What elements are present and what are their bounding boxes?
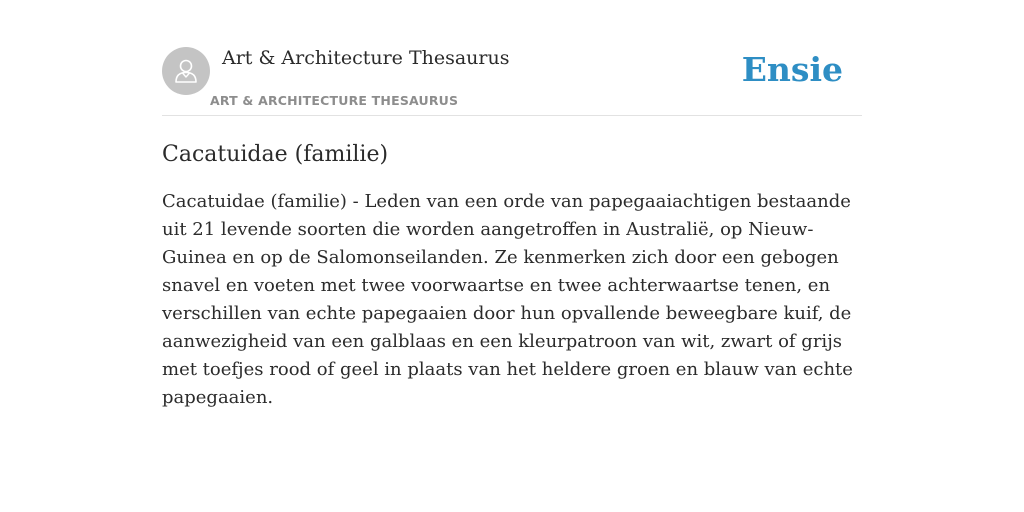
article-body: Cacatuidae (familie) - Leden van een orde van papegaaiachtigen bestaande uit 21 levende soorten die worden aangetroffen in Australië, op Nieuw-Guinea en op de Salomonseilanden. Ze kenmerken zich door een gebogen snavel en voeten met twee voorwaartse en twee achterwaartse tenen, en verschillen van echte papegaaien door hun opvallende beweegbare kuif, de aanwezigheid van een galblaas en een kleurpatroon van wit, zwart of grijs met toefjes rood of geel in plaats van het heldere groen en blauw van echte papegaaien. (162, 191, 853, 408)
source-subtitle: ART & ARCHITECTURE THESAURUS (210, 93, 459, 108)
brand-logo[interactable]: Ensie (741, 50, 843, 89)
definition-card (162, 46, 862, 412)
user-icon (171, 56, 201, 86)
article-title: Cacatuidae (familie) (162, 142, 389, 167)
source-avatar[interactable] (162, 47, 210, 95)
card-header (162, 46, 862, 116)
source-name-link[interactable]: Art & Architecture Thesaurus (222, 47, 510, 69)
